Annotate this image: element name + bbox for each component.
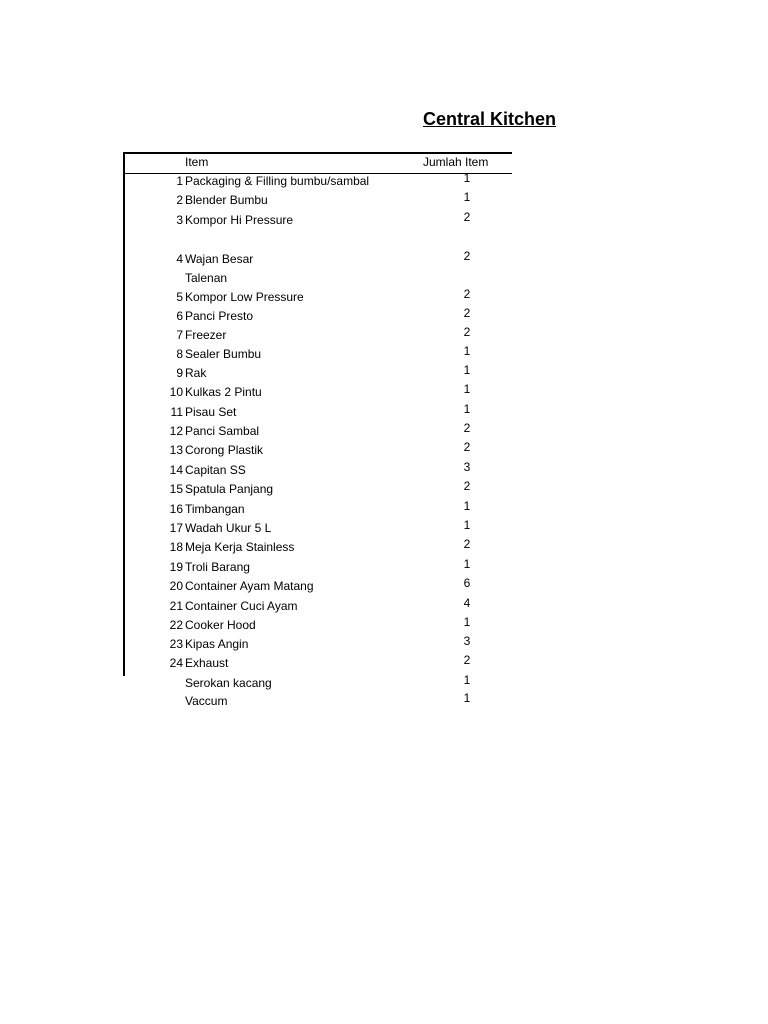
table-row — [0, 634, 768, 656]
row-quantity: 4 — [463, 596, 471, 610]
table-row — [0, 344, 768, 366]
row-item-name: Kompor Hi Pressure — [185, 213, 294, 227]
column-header-item: Item — [185, 155, 209, 169]
table-row — [0, 460, 768, 482]
table-row — [0, 249, 768, 271]
table-row — [0, 210, 768, 232]
row-quantity: 1 — [463, 518, 471, 532]
row-item-name: Vaccum — [185, 694, 228, 708]
row-quantity: 2 — [463, 249, 471, 263]
row-number: 2 — [176, 193, 183, 207]
row-number: 19 — [169, 560, 183, 574]
table-row — [0, 576, 768, 598]
table-row — [0, 673, 768, 695]
row-quantity: 1 — [463, 691, 471, 705]
row-quantity: 1 — [463, 673, 471, 687]
row-quantity: 1 — [463, 190, 471, 204]
row-item-name: Container Cuci Ayam — [185, 599, 298, 613]
table-row — [0, 306, 768, 328]
table-row — [0, 596, 768, 618]
row-item-name: Sealer Bumbu — [185, 347, 262, 361]
row-number: 17 — [169, 521, 183, 535]
table-top-border — [123, 152, 512, 154]
column-header-qty: Jumlah Item — [423, 155, 489, 169]
row-quantity: 1 — [463, 363, 471, 377]
row-item-name: Meja Kerja Stainless — [185, 540, 295, 554]
table-row — [0, 615, 768, 637]
row-quantity: 1 — [463, 615, 471, 629]
row-quantity: 1 — [463, 557, 471, 571]
row-quantity: 1 — [463, 171, 471, 185]
row-quantity: 2 — [463, 306, 471, 320]
row-item-name: Spatula Panjang — [185, 482, 274, 496]
row-number: 15 — [169, 482, 183, 496]
table-row — [0, 691, 768, 713]
table-row — [0, 325, 768, 347]
table-row — [0, 537, 768, 559]
row-item-name: Capitan SS — [185, 463, 246, 477]
row-number: 1 — [176, 174, 183, 188]
row-item-name: Container Ayam Matang — [185, 579, 314, 593]
row-number: 23 — [169, 637, 183, 651]
row-number: 24 — [169, 656, 183, 670]
row-number: 7 — [176, 328, 183, 342]
row-quantity: 3 — [463, 634, 471, 648]
table-row — [0, 402, 768, 424]
row-item-name: Panci Sambal — [185, 424, 260, 438]
row-item-name: Talenan — [185, 271, 228, 285]
table-row — [0, 518, 768, 540]
row-item-name: Cooker Hood — [185, 618, 256, 632]
row-quantity: 1 — [463, 499, 471, 513]
row-item-name: Timbangan — [185, 502, 245, 516]
row-number: 6 — [176, 309, 183, 323]
row-number: 3 — [176, 213, 183, 227]
row-number: 9 — [176, 366, 183, 380]
row-number: 18 — [169, 540, 183, 554]
row-item-name: Serokan kacang — [185, 676, 272, 690]
row-number: 20 — [169, 579, 183, 593]
row-quantity: 2 — [463, 479, 471, 493]
row-quantity: 2 — [463, 287, 471, 301]
row-number: 12 — [169, 424, 183, 438]
row-quantity: 2 — [463, 421, 471, 435]
row-item-name: Pisau Set — [185, 405, 237, 419]
table-row — [0, 653, 768, 675]
row-item-name: Exhaust — [185, 656, 229, 670]
row-item-name: Kipas Angin — [185, 637, 249, 651]
row-number: 4 — [176, 252, 183, 266]
table-row — [0, 479, 768, 501]
row-item-name: Freezer — [185, 328, 227, 342]
row-number: 5 — [176, 290, 183, 304]
row-number: 13 — [169, 443, 183, 457]
row-quantity: 1 — [463, 402, 471, 416]
row-quantity: 2 — [463, 537, 471, 551]
page-title: Central Kitchen — [423, 109, 557, 129]
row-quantity: 1 — [463, 382, 471, 396]
table-row — [0, 440, 768, 462]
row-item-name: Blender Bumbu — [185, 193, 268, 207]
row-number: 22 — [169, 618, 183, 632]
row-number: 21 — [169, 599, 183, 613]
row-item-name: Kompor Low Pressure — [185, 290, 304, 304]
table-row — [0, 499, 768, 521]
table-row — [0, 421, 768, 443]
row-quantity: 6 — [463, 576, 471, 590]
row-quantity: 2 — [463, 325, 471, 339]
row-item-name: Wadah Ukur 5 L — [185, 521, 272, 535]
row-item-name: Troli Barang — [185, 560, 250, 574]
table-row — [0, 190, 768, 212]
row-quantity: 2 — [463, 440, 471, 454]
table-row — [0, 557, 768, 579]
row-item-name: Wajan Besar — [185, 252, 254, 266]
row-number: 11 — [170, 405, 183, 419]
row-quantity: 3 — [463, 460, 471, 474]
row-number: 10 — [169, 385, 183, 399]
table-row — [0, 287, 768, 309]
row-number: 14 — [169, 463, 183, 477]
row-quantity: 2 — [463, 653, 471, 667]
table-row — [0, 171, 768, 193]
row-item-name: Packaging & Filling bumbu/sambal — [185, 174, 370, 188]
row-quantity: 2 — [463, 210, 471, 224]
row-item-name: Corong Plastik — [185, 443, 264, 457]
row-item-name: Kulkas 2 Pintu — [185, 385, 262, 399]
table-row — [0, 363, 768, 385]
row-item-name: Rak — [185, 366, 207, 380]
table-row — [0, 382, 768, 404]
row-quantity: 1 — [463, 344, 471, 358]
row-number: 8 — [176, 347, 183, 361]
table-row — [0, 271, 768, 290]
row-item-name: Panci Presto — [185, 309, 254, 323]
row-number: 16 — [169, 502, 183, 516]
